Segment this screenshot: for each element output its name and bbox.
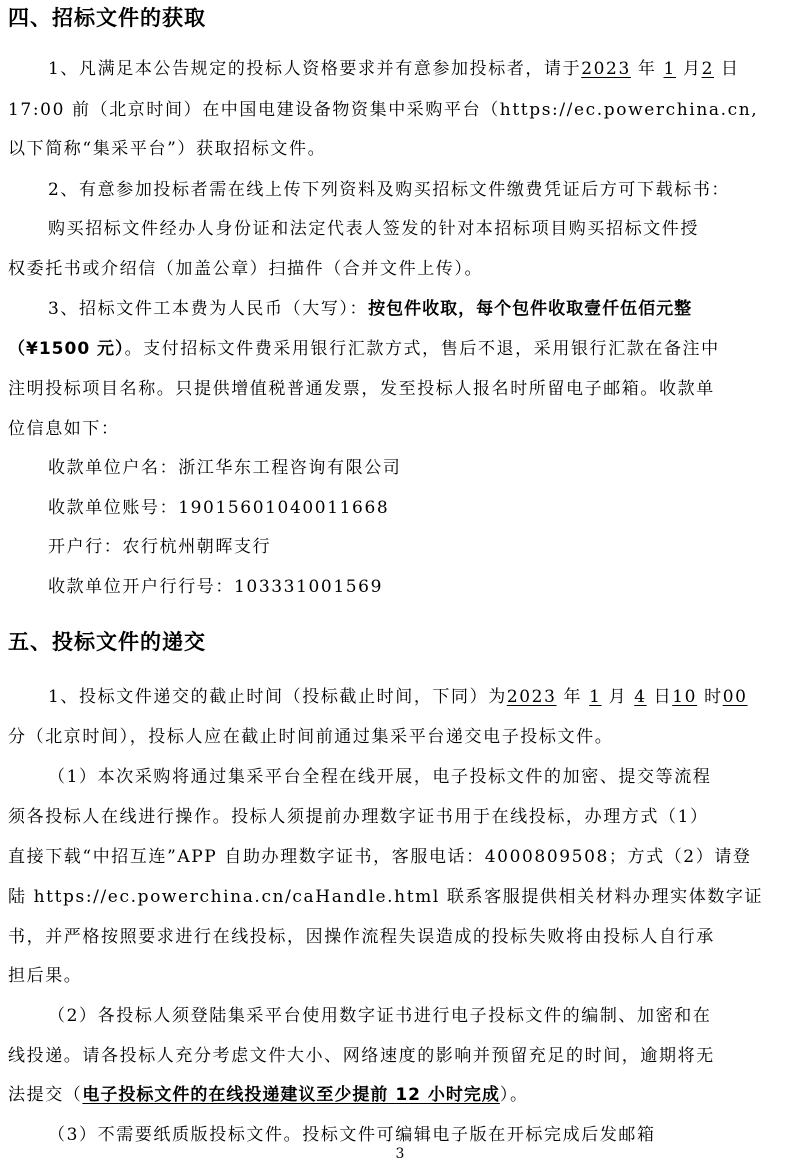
- bank-account-number: 收款单位账号：19015601040011668: [48, 498, 390, 518]
- paragraph-4-2-line-1: 2、有意参加投标者需在线上传下列资料及购买招标文件缴费凭证后方可下载标书：: [48, 180, 731, 200]
- paragraph-5-3-line-2: 线投递。请各投标人充分考虑文件大小、网络速度的影响并预留充足的时间，逾期将无: [8, 1046, 715, 1066]
- paragraph-5-2-line-6: 担后果。: [8, 966, 83, 986]
- paragraph-5-2-line-3: 直接下载“中招互连”APP 自助办理数字证书，客服电话：4000809508；方式（2）请登: [8, 847, 752, 867]
- paragraph-4-2-line-3: 权委托书或介绍信（加盖公章）扫描件（合并文件上传）。: [8, 259, 484, 279]
- date-month: 1: [663, 59, 676, 79]
- section-heading-5: 五、投标文件的递交: [8, 630, 206, 654]
- section-heading-4: 四、招标文件的获取: [8, 6, 206, 30]
- deadline-year: 2023: [506, 687, 557, 707]
- paragraph-4-2-line-2: 购买招标文件经办人身份证和法定代表人签发的针对本招标项目购买招标文件授: [48, 219, 699, 239]
- page-number: 3: [395, 1146, 405, 1162]
- paragraph-4-1-line-2: 17:00 前（北京时间）在中国电建设备物资集中采购平台（https://ec.powerchina.cn,: [8, 100, 759, 120]
- paragraph-5-3-line-1: （2）各投标人须登陆集采平台使用数字证书进行电子投标文件的编制、加密和在: [48, 1006, 712, 1026]
- date-year: 2023: [581, 59, 631, 79]
- deadline-month: 1: [589, 687, 602, 707]
- paragraph-4-1-line-1: 1、凡满足本公告规定的投标人资格要求并有意参加投标者，请于2023 年 1 月2 日: [48, 59, 740, 79]
- date-day: 2: [701, 59, 714, 79]
- paragraph-4-1-line-3: 以下简称“集采平台”）获取招标文件。: [8, 139, 327, 159]
- paragraph-4-3-line-1: 3、招标文件工本费为人民币（大写）：按包件收取，每个包件收取壹仟伍佰元整: [48, 299, 693, 319]
- deadline-hour: 10: [672, 687, 698, 707]
- paragraph-4-3-line-3: 注明投标项目名称。只提供增值税普通发票，发至投标人报名时所留电子邮箱。收款单: [8, 379, 715, 399]
- deadline-day: 4: [634, 687, 647, 707]
- bank-account-name: 收款单位户名：浙江华东工程咨询有限公司: [48, 458, 402, 478]
- paragraph-5-1-line-1: 1、投标文件递交的截止时间（投标截止时间，下同）为2023 年 1 月 4 日10 时00: [48, 687, 748, 707]
- paragraph-5-2-line-2: 须各投标人在线进行操作。投标人须提前办理数字证书用于在线投标，办理方式（1）: [8, 807, 709, 827]
- paragraph-5-3-line-3: 法提交（电子投标文件的在线投递建议至少提前 12 小时完成）。: [8, 1085, 529, 1105]
- fee-amount-figure: （¥1500 元）: [8, 339, 125, 359]
- paragraph-4-3-line-2: （¥1500 元）。支付招标文件费采用银行汇款方式，售后不退，采用银行汇款在备注中: [8, 339, 720, 359]
- paragraph-4-3-line-4: 位信息如下：: [8, 419, 120, 439]
- paragraph-5-1-line-2: 分（北京时间），投标人应在截止时间前通过集采平台递交电子投标文件。: [8, 727, 614, 747]
- bank-branch: 开户行：农行杭州朝晖支行: [48, 537, 272, 557]
- paragraph-5-2-line-4: 陆 https://ec.powerchina.cn/caHandle.html 联系客服提供相关材料办理实体数字证: [8, 887, 764, 907]
- paragraph-5-2-line-1: （1）本次采购将通过集采平台全程在线开展，电子投标文件的加密、提交等流程: [48, 767, 712, 787]
- paragraph-5-4-line-1: （3）不需要纸质版投标文件。投标文件可编辑电子版在开标完成后发邮箱: [48, 1125, 656, 1145]
- bank-branch-code: 收款单位开户行行号：103331001569: [48, 577, 383, 597]
- paragraph-5-2-line-5: 书，并严格按照要求进行在线投标，因操作流程失误造成的投标失败将由投标人自行承: [8, 927, 715, 947]
- fee-amount-bold: 按包件收取，每个包件收取壹仟伍佰元整: [368, 299, 693, 319]
- submission-advice: 电子投标文件的在线投递建议至少提前 12 小时完成: [82, 1085, 500, 1105]
- deadline-minute: 00: [722, 687, 748, 707]
